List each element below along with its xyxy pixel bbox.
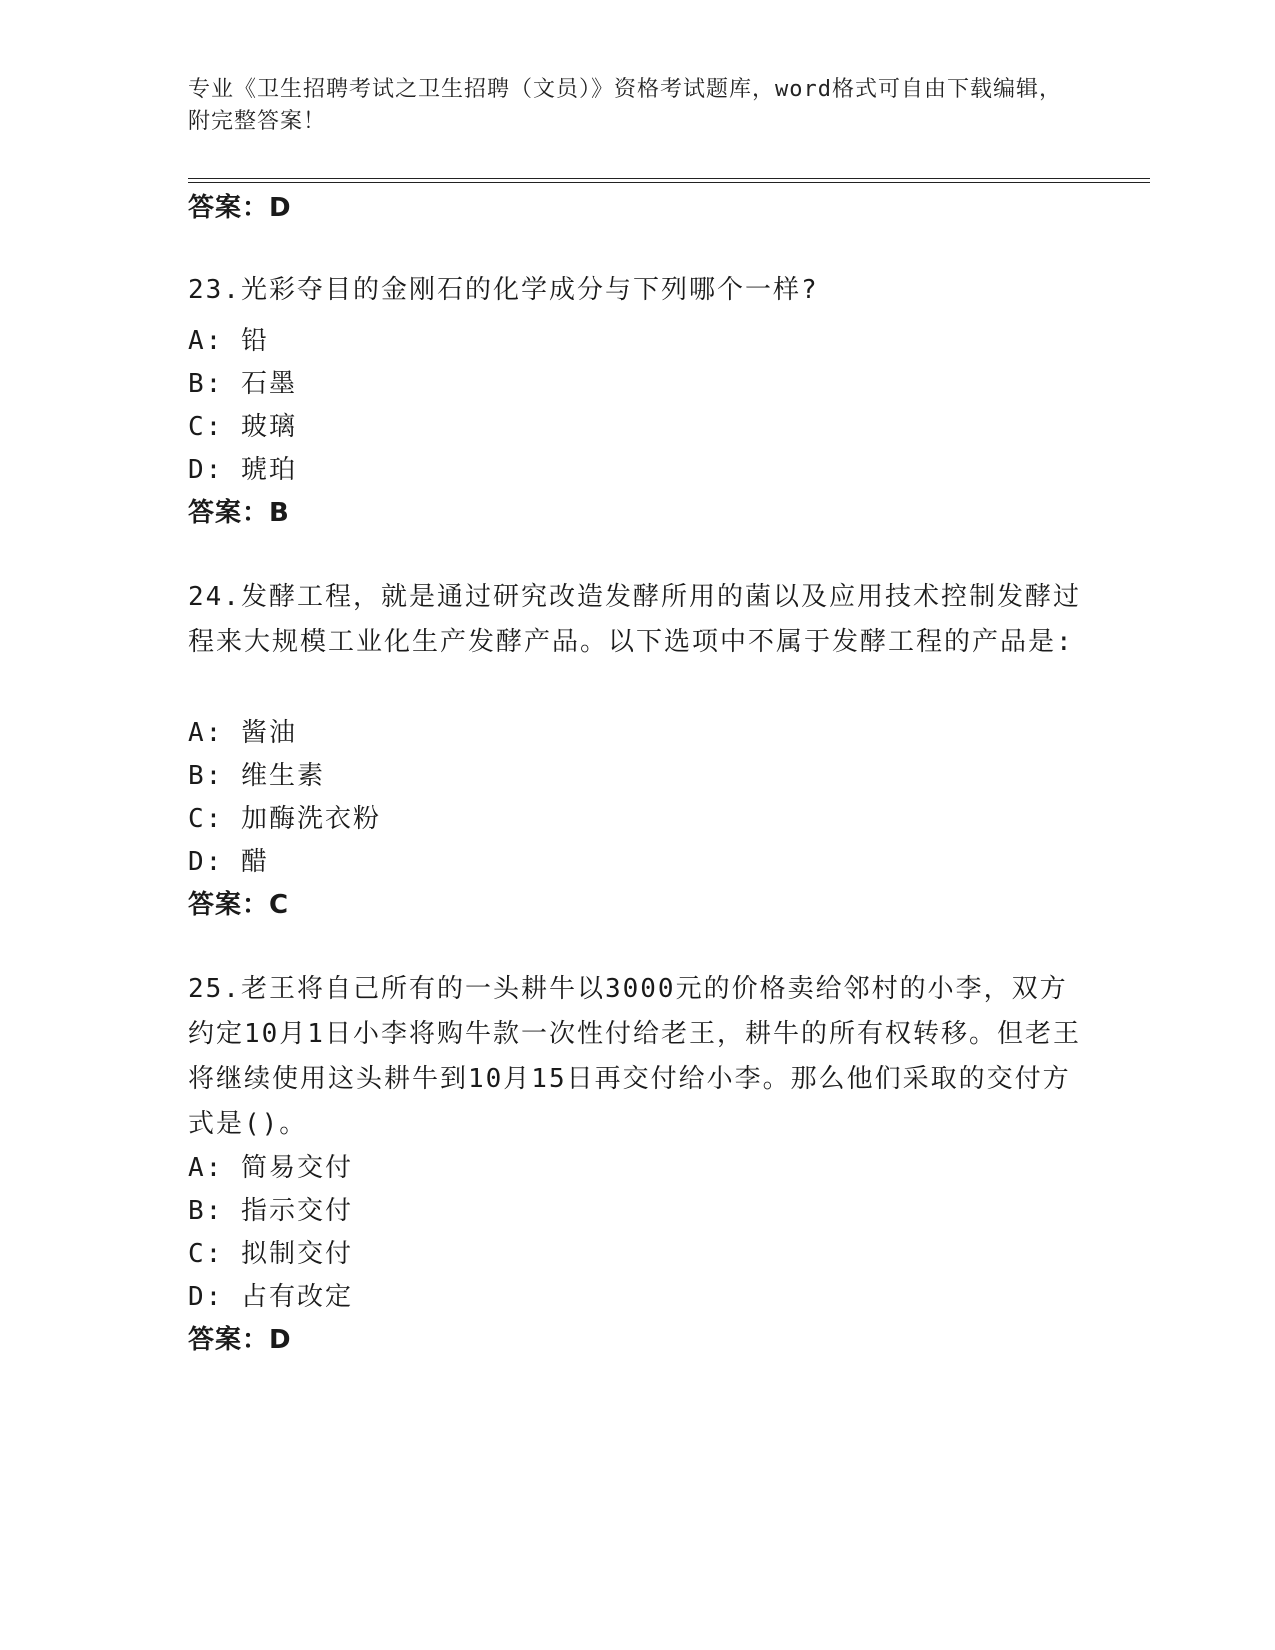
question-24-answer: 答案：C [188, 890, 290, 920]
question-24-option-c: C: 加酶洗衣粉 [188, 804, 381, 834]
question-25-text: 25.老王将自己所有的一头耕牛以3000元的价格卖给邻村的小李，双方约定10月1日小李将购牛款一次性付给老王，耕牛的所有权转移。但老王将继续使用这头耕牛到10月15日再交付给小李。那么他们采取的交付方式是()。 [188, 974, 1081, 1139]
question-23-option-c: C: 玻璃 [188, 412, 297, 442]
header-divider-top [188, 178, 1150, 179]
question-23-text: 23.光彩夺目的金刚石的化学成分与下列哪个一样? [188, 275, 819, 305]
question-24-text: 24.发酵工程，就是通过研究改造发酵所用的菌以及应用技术控制发酵过程来大规模工业化生产发酵产品。以下选项中不属于发酵工程的产品是: [188, 582, 1081, 657]
question-23-answer: 答案：B [188, 498, 290, 528]
question-24-option-a: A: 酱油 [188, 718, 297, 748]
question-25-option-b: B: 指示交付 [188, 1196, 353, 1226]
question-25-answer: 答案：D [188, 1325, 292, 1355]
question-24-option-b: B: 维生素 [188, 761, 325, 791]
question-23-option-d: D: 琥珀 [188, 455, 297, 485]
question-25-option-d: D: 占有改定 [188, 1282, 353, 1312]
question-24-option-d: D: 醋 [188, 847, 269, 877]
question-23-option-a: A: 铅 [188, 326, 269, 356]
question-25-option-c: C: 拟制交付 [188, 1239, 353, 1269]
header-divider-bottom [188, 182, 1150, 183]
question-23-option-b: B: 石墨 [188, 369, 297, 399]
document-header: 专业《卫生招聘考试之卫生招聘（文员）》资格考试题库，word格式可自由下载编辑，附完整答案！ [188, 77, 1062, 134]
question-25-option-a: A: 简易交付 [188, 1153, 353, 1183]
previous-answer: 答案：D [188, 193, 292, 223]
